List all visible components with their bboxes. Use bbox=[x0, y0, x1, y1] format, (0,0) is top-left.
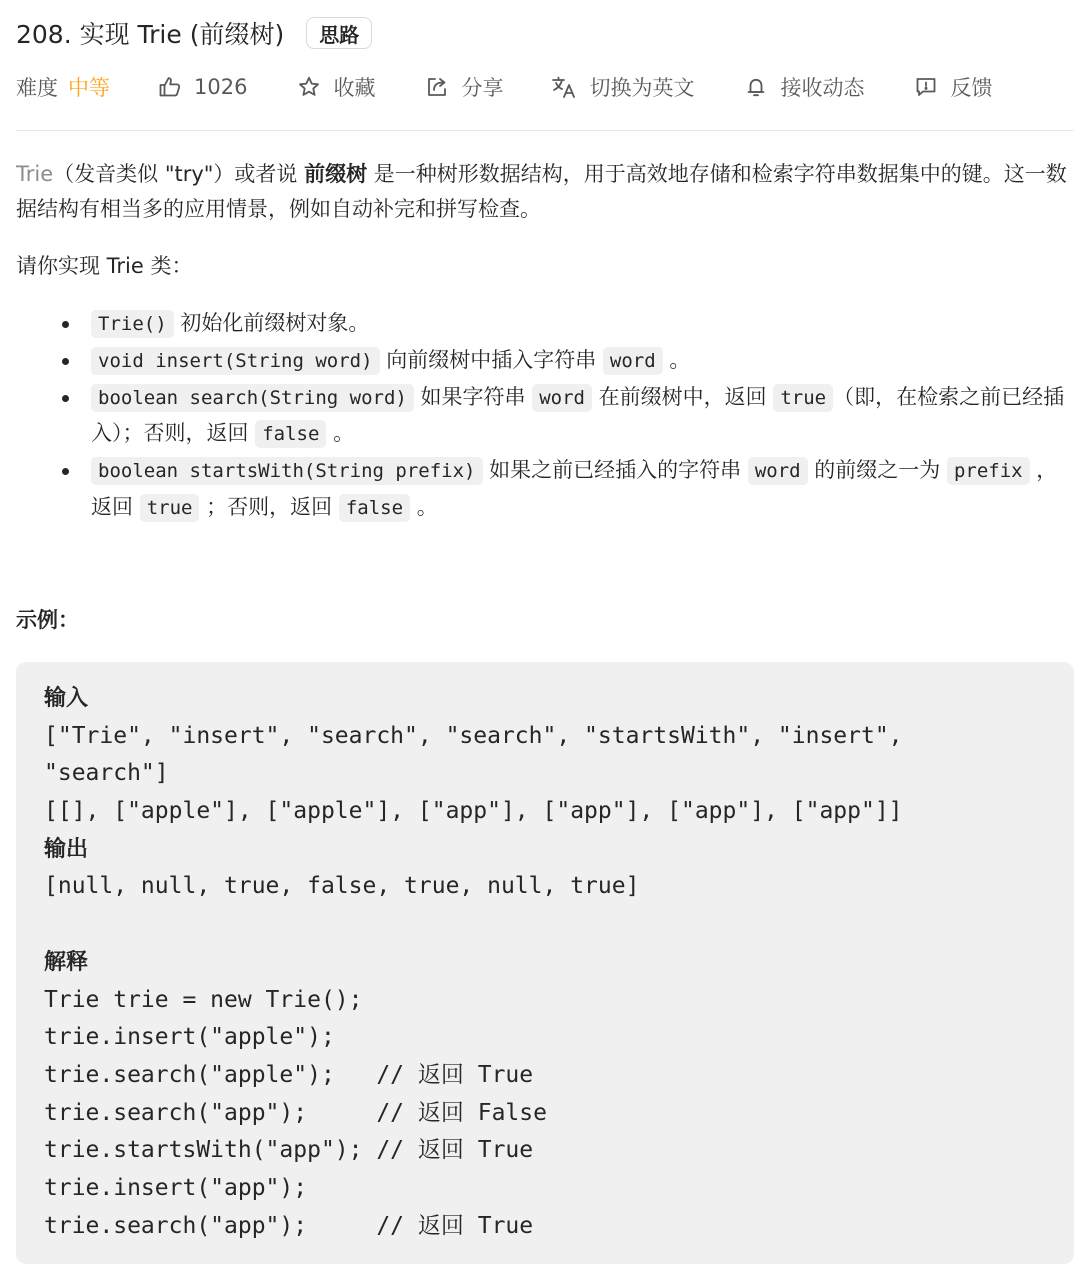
method-description: 。 bbox=[326, 421, 355, 446]
list-item bbox=[16, 306, 1074, 343]
intro-text-a: （发音类似 "try"）或者说 bbox=[53, 162, 305, 186]
method-list bbox=[16, 306, 1074, 527]
meta-toolbar bbox=[16, 68, 992, 106]
inline-code: true bbox=[773, 384, 833, 412]
code-line: Trie trie = new Trie(); bbox=[44, 986, 363, 1013]
feedback-button[interactable] bbox=[914, 72, 992, 102]
input-label: 输入 bbox=[44, 686, 89, 711]
share-label: 分享 bbox=[461, 76, 504, 100]
share-icon bbox=[425, 75, 449, 99]
code-line: ["Trie", "insert", "search", "search", "startsWith", "insert", bbox=[44, 722, 903, 749]
method-description: ；否则，返回 bbox=[199, 494, 339, 519]
notify-button[interactable] bbox=[744, 72, 864, 102]
inline-code: word bbox=[603, 347, 663, 375]
bell-icon bbox=[744, 75, 768, 99]
list-item bbox=[16, 380, 1074, 454]
code-line: "search"] bbox=[44, 760, 169, 787]
code-line: trie.search("apple"); // 返回 True bbox=[44, 1061, 534, 1088]
favorite-button[interactable] bbox=[297, 72, 375, 102]
method-description: （即，在检索之前已经插入）；否则，返回 bbox=[91, 384, 1065, 446]
description-intro bbox=[16, 157, 1072, 227]
output-label: 输出 bbox=[44, 836, 89, 862]
code-line: [[], ["apple"], ["apple"], ["app"], ["app"], ["app"], ["app"]] bbox=[44, 798, 903, 825]
inline-code: prefix bbox=[947, 457, 1030, 485]
favorite-label: 收藏 bbox=[333, 76, 376, 100]
method-description: 如果之前已经插入的字符串 bbox=[482, 458, 748, 483]
code-line: [null, null, true, false, true, null, true] bbox=[44, 873, 640, 900]
hint-badge[interactable]: 思路 bbox=[306, 17, 372, 49]
explain-label: 解释 bbox=[44, 949, 89, 975]
method-signature: boolean search(String word) bbox=[91, 384, 414, 412]
thumbs-up-icon bbox=[158, 75, 182, 99]
feedback-label: 反馈 bbox=[950, 76, 993, 100]
method-description: 初始化前缀树对象。 bbox=[173, 311, 370, 335]
method-description: 的前缀之一为 bbox=[807, 458, 947, 483]
example-heading: 示例： bbox=[16, 608, 79, 632]
translate-icon bbox=[551, 75, 577, 99]
notify-label: 接收动态 bbox=[780, 76, 865, 100]
method-signature: void insert(String word) bbox=[91, 347, 380, 375]
feedback-icon bbox=[914, 75, 938, 99]
list-item bbox=[16, 453, 1074, 527]
blank-line bbox=[44, 906, 1046, 944]
intro-text-b: 是一种树形数据结构，用于高效地存储和检索字符串数据集中的键。这一数据结构有相当多的应用情景，例如自动补完和拼写检查。 bbox=[16, 162, 1067, 221]
method-description: 向前缀树中插入字符串 bbox=[379, 347, 603, 372]
code-line: trie.search("app"); // 返回 False bbox=[44, 1099, 547, 1126]
translate-label: 切换为英文 bbox=[589, 76, 695, 100]
star-icon bbox=[297, 75, 321, 99]
trie-term: Trie bbox=[16, 162, 54, 186]
like-count: 1026 bbox=[194, 75, 248, 99]
like-button[interactable] bbox=[158, 75, 247, 99]
inline-code: true bbox=[140, 494, 200, 522]
method-description: 。 bbox=[662, 347, 691, 372]
inline-code: word bbox=[748, 457, 808, 485]
share-button[interactable] bbox=[425, 72, 503, 102]
translate-button[interactable] bbox=[551, 72, 694, 102]
code-line: trie.search("app"); // 返回 True bbox=[44, 1212, 534, 1239]
code-line: trie.startsWith("app"); // 返回 True bbox=[44, 1137, 534, 1164]
inline-code: word bbox=[532, 384, 592, 412]
method-description: ，返回 bbox=[91, 458, 1058, 519]
difficulty-label: 难度 bbox=[16, 76, 58, 100]
example-code-block bbox=[16, 662, 1074, 1264]
code-line: trie.insert("app"); bbox=[44, 1174, 308, 1201]
implement-prompt: 请你实现 Trie 类： bbox=[16, 254, 193, 278]
inline-code: false bbox=[255, 420, 326, 448]
inline-code: false bbox=[339, 494, 410, 522]
code-line: trie.insert("apple"); bbox=[44, 1024, 335, 1051]
list-item bbox=[16, 343, 1074, 380]
method-description: 在前缀树中，返回 bbox=[591, 384, 774, 409]
problem-title: 208. 实现 Trie (前缀树) bbox=[16, 20, 285, 49]
method-signature: boolean startsWith(String prefix) bbox=[91, 457, 483, 485]
method-description: 。 bbox=[410, 494, 438, 519]
divider bbox=[16, 130, 1074, 131]
method-description: 如果字符串 bbox=[413, 384, 533, 409]
prefix-tree-term: 前缀树 bbox=[304, 162, 368, 186]
difficulty bbox=[16, 72, 110, 102]
difficulty-value: 中等 bbox=[68, 76, 110, 100]
method-signature: Trie() bbox=[91, 310, 174, 338]
title-row bbox=[16, 14, 372, 52]
